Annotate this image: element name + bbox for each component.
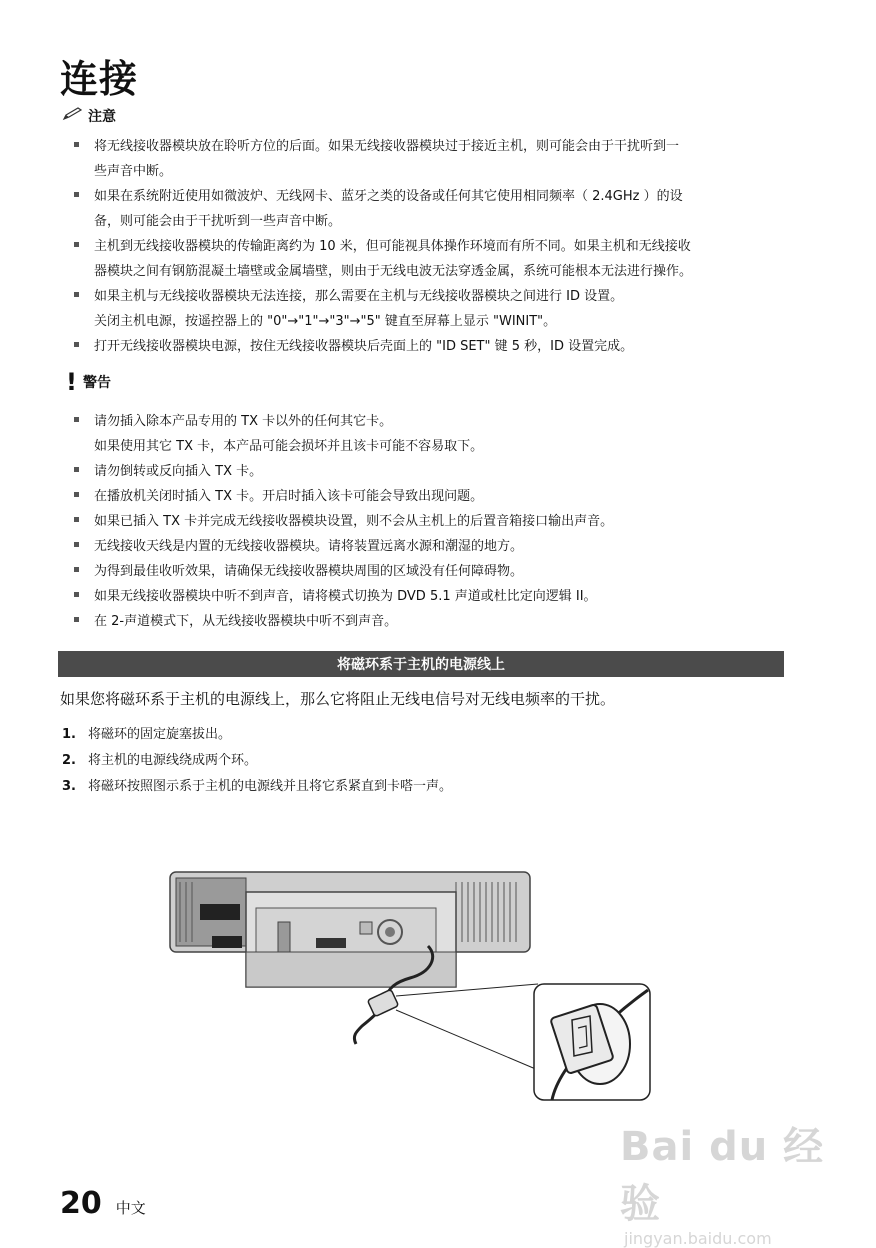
section-title: 将磁环系于主机的电源线上	[337, 657, 505, 673]
note-item: 主机到无线接收器模块的传输距离约为 10 米，但可能视具体操作环境而有所不同。如果主机和无线接收	[70, 234, 790, 259]
note-item: 将无线接收器模块放在聆听方位的后面。如果无线接收器模块过于接近主机，则可能会由于干扰听到一	[70, 134, 790, 159]
note-list	[70, 134, 790, 359]
note-item: 如果主机与无线接收器模块无法连接，那么需要在主机与无线接收器模块之间进行 ID 设置。	[70, 284, 790, 309]
warning-list	[70, 409, 790, 634]
watermark-url: jingyan.baidu.com	[624, 1229, 772, 1248]
step-number: 1.	[62, 727, 76, 742]
warning-item: 如果无线接收器模块中听不到声音，请将模式切换为 DVD 5.1 声道或杜比定向逻辑 II。	[70, 584, 790, 609]
section-title-bar	[58, 651, 784, 677]
warning-item: 请勿倒转或反向插入 TX 卡。	[70, 459, 790, 484]
note-item-continuation: 关闭主机电源，按遥控器上的 "0"→"1"→"3"→"5" 键直至屏幕上显示 "WINIT"。	[94, 314, 557, 329]
watermark-brand: Bai du 经验	[620, 1124, 825, 1227]
step-number: 3.	[62, 779, 76, 794]
warning-item: 在播放机关闭时插入 TX 卡。开启时插入该卡可能会导致出现问题。	[70, 484, 790, 509]
ferrite-core-illustration	[160, 860, 680, 1114]
warning-item: 无线接收天线是内置的无线接收器模块。请将装置远离水源和潮湿的地方。	[70, 534, 790, 559]
warning-item: 如果已插入 TX 卡并完成无线接收器模块设置，则不会从主机上的后置音箱接口输出声音。	[70, 509, 790, 534]
note-item-continuation: 备，则可能会由于干扰听到一些声音中断。	[94, 214, 342, 229]
warning-item-continuation: 如果使用其它 TX 卡，本产品可能会损坏并且该卡可能不容易取下。	[94, 439, 484, 454]
warning-heading	[66, 370, 111, 394]
steps-list	[62, 722, 452, 800]
page-number: 20	[60, 1186, 102, 1221]
note-item: 打开无线接收器模块电源，按住无线接收器模块后壳面上的 "ID SET" 键 5 秒，ID 设置完成。	[70, 334, 790, 359]
section-intro: 如果您将磁环系于主机的电源线上，那么它将阻止无线电信号对无线电频率的干扰。	[60, 690, 616, 708]
baidu-watermark	[620, 1115, 830, 1248]
step-text: 将磁环的固定旋塞拔出。	[88, 727, 232, 742]
note-item-continuation: 器模块之间有钢筋混凝土墙壁或金属墙壁，则由于无线电波无法穿透金属，系统可能根本无法进行操作。	[94, 264, 693, 279]
note-heading-label: 注意	[88, 109, 116, 125]
step-text: 将主机的电源线绕成两个环。	[88, 753, 258, 768]
page-title: 连接	[60, 57, 139, 101]
step-text: 将磁环按照图示系于主机的电源线并且将它系紧直到卡嗒一声。	[88, 779, 453, 794]
pencil-icon	[62, 107, 84, 125]
warning-item: 在 2-声道模式下，从无线接收器模块中听不到声音。	[70, 609, 790, 634]
page-language: 中文	[115, 1199, 146, 1217]
note-heading	[62, 106, 116, 126]
step-item	[62, 748, 452, 774]
page-footer	[60, 1186, 146, 1221]
warning-heading-label: 警告	[82, 375, 111, 391]
note-item-continuation: 些声音中断。	[94, 164, 173, 179]
step-number: 2.	[62, 753, 76, 768]
step-item	[62, 722, 452, 748]
warning-item: 为得到最佳收听效果，请确保无线接收器模块周围的区域没有任何障碍物。	[70, 559, 790, 584]
exclamation-icon: !	[66, 368, 77, 396]
warning-item: 请勿插入除本产品专用的 TX 卡以外的任何其它卡。	[70, 409, 790, 434]
note-item: 如果在系统附近使用如微波炉、无线网卡、蓝牙之类的设备或任何其它使用相同频率（ 2.4GHz ）的设	[70, 184, 790, 209]
step-item	[62, 774, 452, 800]
